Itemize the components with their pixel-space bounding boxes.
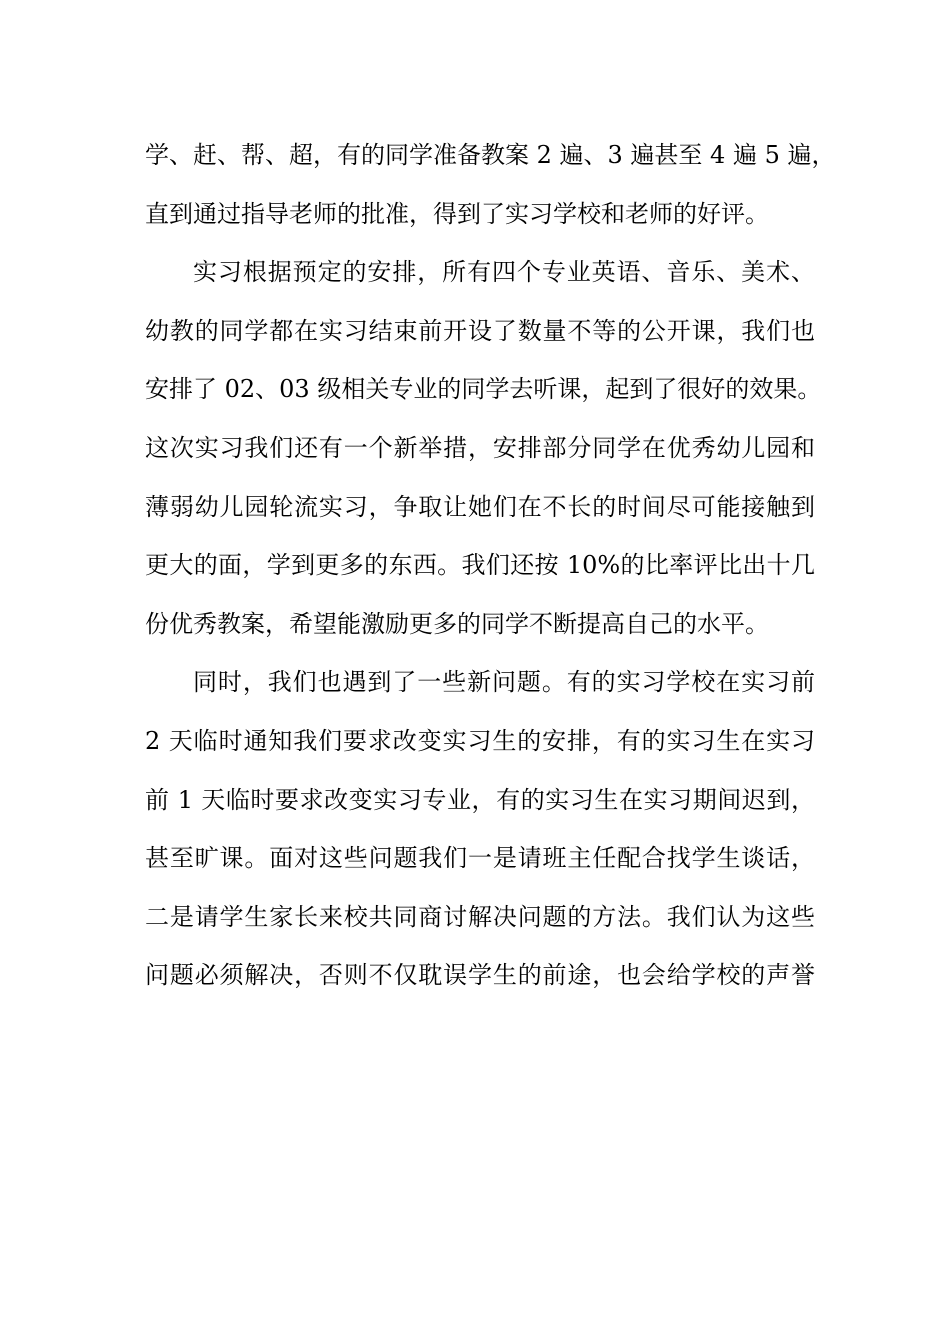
text-line: 甚至旷课。面对这些问题我们一是请班主任配合找学生谈话， <box>145 844 815 873</box>
text-line: 问题必须解决，否则不仅耽误学生的前途，也会给学校的声誉 <box>145 961 815 990</box>
text-line: 这次实习我们还有一个新举措，安排部分同学在优秀幼儿园和 <box>145 433 815 462</box>
paragraph-first-line: 实习根据预定的安排，所有四个专业英语、音乐、美术、 <box>193 258 815 287</box>
paragraph-first-line: 同时，我们也遇到了一些新问题。有的实习学校在实习前 <box>193 668 815 697</box>
text-line: 安排了 02、03 级相关专业的同学去听课，起到了很好的效果。 <box>145 375 822 404</box>
body-text <box>145 126 836 1005</box>
text-line: 学、赶、帮、超，有的同学准备教案 2 遍、3 遍甚至 4 遍 5 遍， <box>145 141 836 169</box>
text-line: 幼教的同学都在实习结束前开设了数量不等的公开课，我们也 <box>145 316 815 345</box>
text-line: 薄弱幼儿园轮流实习，争取让她们在不长的时间尽可能接触到 <box>145 492 815 521</box>
text-line: 前 1 天临时要求改变实习专业，有的实习生在实习期间迟到， <box>145 785 815 814</box>
text-line: 二是请学生家长来校共同商讨解决问题的方法。我们认为这些 <box>145 902 815 931</box>
text-line: 2 天临时通知我们要求改变实习生的安排，有的实习生在实习 <box>145 726 815 755</box>
text-line: 直到通过指导老师的批准，得到了实习学校和老师的好评。 <box>145 199 769 228</box>
text-line: 份优秀教案，希望能激励更多的同学不断提高自己的水平。 <box>145 609 769 638</box>
text-line: 更大的面，学到更多的东西。我们还按 10%的比率评比出十几 <box>145 551 815 580</box>
